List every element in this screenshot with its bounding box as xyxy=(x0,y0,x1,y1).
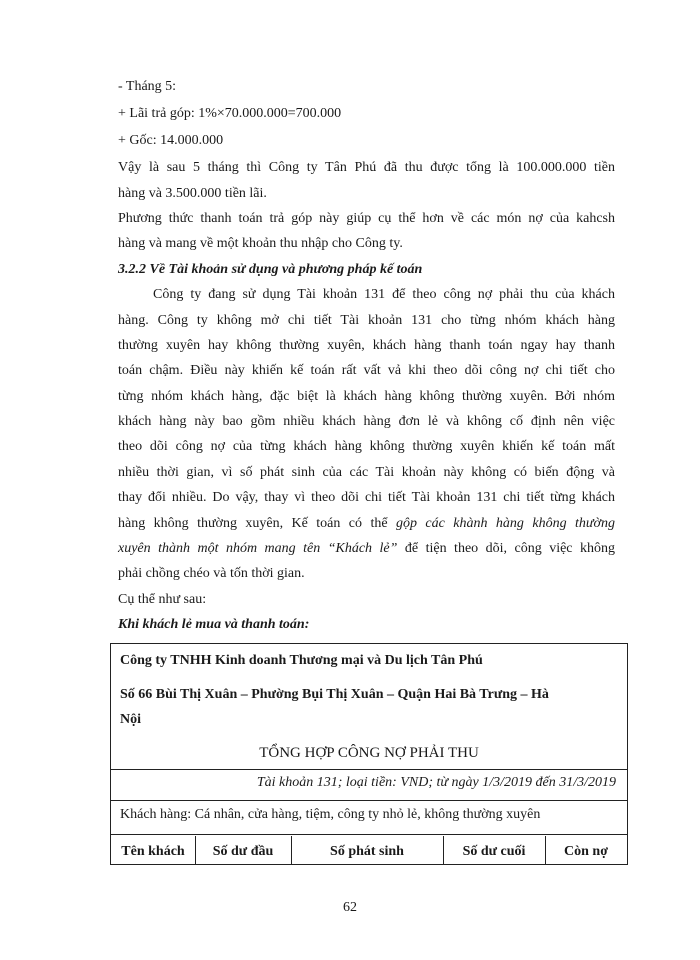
body-line-11-plain: để tiện theo dõi, công việc không xyxy=(397,541,615,556)
method-line-2: hàng và mang về một khoản thu nhập cho Công ty. xyxy=(118,236,403,251)
column-header-customer: Tên khách xyxy=(121,844,185,859)
report-subtitle: Tài khoản 131; loại tiền: VND; từ ngày 1/3/2019 đến 31/3/2019 xyxy=(256,775,616,790)
summary-line-2: hàng và 3.500.000 tiền lãi. xyxy=(118,186,267,201)
method-line-1: Phương thức thanh toán trả góp này giúp cụ thể hơn về các món nợ của kahcsh xyxy=(118,211,615,226)
body-line-10-plain: hàng không thường xuyên, Kế toán có thể xyxy=(118,516,396,531)
summary-line-1: Vậy là sau 5 tháng thì Công ty Tân Phú đã thu được tổng là 100.000.000 tiền xyxy=(118,160,615,175)
body-line-3: thường xuyên hay không thường xuyên, khách hàng thanh toán ngay hay thanh xyxy=(118,338,615,353)
page-number: 62 xyxy=(343,900,357,915)
body-line-10 xyxy=(118,514,615,534)
body-line-7: theo dõi công nợ của từng khách hàng không thường xuyên khiến kế toán mất xyxy=(118,439,615,454)
body-line-1: Công ty đang sử dụng Tài khoản 131 để theo công nợ phải thu của khách xyxy=(153,287,615,302)
report-title: TỔNG HỢP CÔNG NỢ PHẢI THU xyxy=(259,745,479,761)
company-address-1: Số 66 Bùi Thị Xuân – Phường Bụi Thị Xuân – Quận Hai Bà Trưng – Hà xyxy=(120,687,549,702)
principal-line: + Gốc: 14.000.000 xyxy=(118,133,224,148)
body-line-11-italic: xuyên thành một nhóm mang tên “Khách lẻ” xyxy=(118,541,398,556)
divider xyxy=(111,800,627,801)
column-header-closing-balance: Số dư cuối xyxy=(462,844,526,859)
detail-intro: Cụ thể như sau: xyxy=(118,592,207,607)
customer-line: Khách hàng: Cá nhân, cửa hàng, tiệm, công ty nhỏ lẻ, không thường xuyên xyxy=(120,807,541,822)
column-header-transactions: Số phát sinh xyxy=(330,844,404,859)
column-header-opening-balance: Số dư đầu xyxy=(212,844,274,859)
body-line-4: toán chậm. Điều này khiến kế toán rất vất vả khi theo dõi công nợ chi tiết cho xyxy=(118,363,615,378)
body-line-10-italic: gộp các khành hàng không thường xyxy=(396,516,615,531)
body-line-6: khách hàng này bao gồm nhiều khách hàng đơn lẻ và không cố định nên việc xyxy=(118,414,615,429)
section-heading: 3.2.2 Về Tài khoản sử dụng và phương pháp kế toán xyxy=(118,262,423,277)
body-line-5: từng nhóm khách hàng, đặc biệt là khách hàng không thường xuyên. Bởi nhóm xyxy=(118,389,615,404)
subheading: Khi khách lẻ mua và thanh toán: xyxy=(118,617,310,632)
body-line-8: nhiều thời gian, vì số phát sinh của các Tài khoản này không có biến động và xyxy=(118,465,615,480)
company-name: Công ty TNHH Kinh doanh Thương mại và Du lịch Tân Phú xyxy=(120,653,483,668)
body-line-12: phải chồng chéo và tốn thời gian. xyxy=(118,566,305,581)
month-5-line: - Tháng 5: xyxy=(118,79,177,94)
divider xyxy=(111,834,627,835)
receivables-table xyxy=(110,643,628,865)
column-header-outstanding: Còn nợ xyxy=(564,844,608,859)
company-address-2: Nội xyxy=(120,712,141,727)
body-line-11 xyxy=(118,539,615,559)
body-line-2: hàng. Công ty không mở chi tiết Tài khoản 131 cho từng nhóm khách hàng xyxy=(118,313,615,328)
interest-line: + Lãi trả góp: 1%×70.000.000=700.000 xyxy=(118,106,342,121)
body-line-9: thay đổi nhiều. Do vậy, thay vì theo dõi chi tiết Tài khoản 131 chi tiết từng khách xyxy=(118,490,615,505)
divider xyxy=(111,769,627,770)
